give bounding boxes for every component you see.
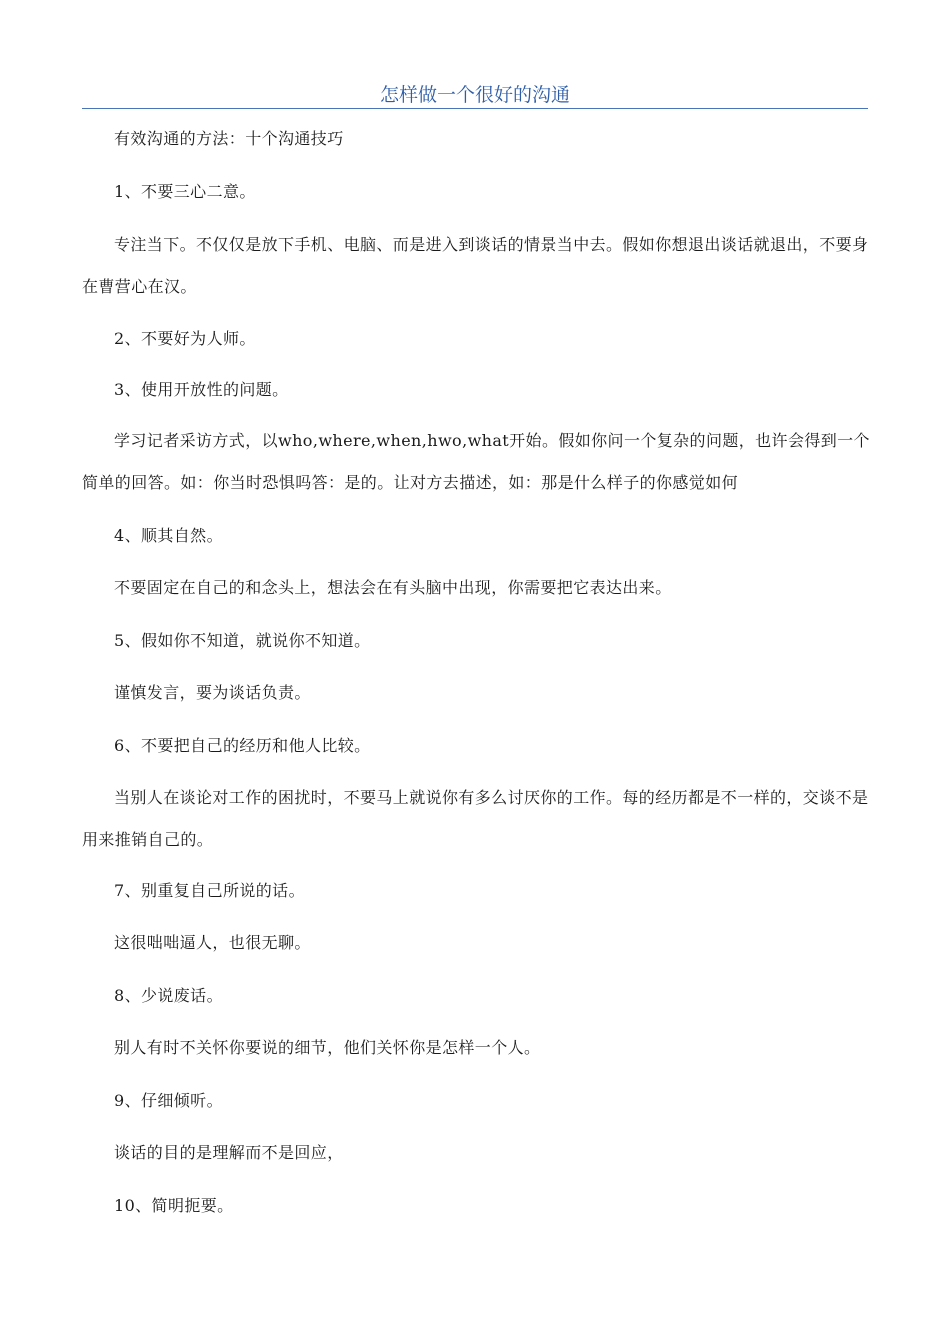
list-heading: 8、少说废话。	[114, 986, 223, 1005]
paragraph: 这很咄咄逼人，也很无聊。	[114, 933, 311, 952]
list-heading: 7、别重复自己所说的话。	[114, 881, 305, 900]
document-title: 怎样做一个很好的沟通	[379, 84, 570, 106]
paragraph: 谈话的目的是理解而不是回应，	[114, 1143, 344, 1162]
paragraph: 专注当下。不仅仅是放下手机、电脑、而是进入到谈话的情景当中去。假如你想退出谈话就退出，不要身在曹营心在汉。	[82, 235, 869, 296]
paragraph: 学习记者采访方式，以who,where,when,hwo,what开始。假如你问一个复杂的问题，也许会得到一个简单的回答。如：你当时恐惧吗答：是的。让对方去描述，如：那是什么样子的你感觉如何	[82, 431, 870, 492]
list-heading: 9、仔细倾听。	[114, 1091, 223, 1110]
paragraph: 不要固定在自己的和念头上，想法会在有头脑中出现，你需要把它表达出来。	[114, 578, 672, 597]
paragraph: 别人有时不关怀你要说的细节，他们关怀你是怎样一个人。	[114, 1038, 541, 1057]
paragraph: 有效沟通的方法：十个沟通技巧	[114, 129, 344, 148]
list-heading: 4、顺其自然。	[114, 526, 223, 545]
paragraph: 谨慎发言，要为谈话负责。	[114, 683, 311, 702]
list-heading: 10、简明扼要。	[114, 1196, 234, 1215]
list-heading: 3、使用开放性的问题。	[114, 380, 289, 399]
title-underline	[82, 108, 868, 109]
paragraph: 当别人在谈论对工作的困扰时，不要马上就说你有多么讨厌你的工作。每的经历都是不一样的，交谈不是用来推销自己的。	[82, 788, 869, 849]
list-heading: 5、假如你不知道，就说你不知道。	[114, 631, 371, 650]
list-heading: 1、不要三心二意。	[114, 182, 256, 201]
list-heading: 2、不要好为人师。	[114, 329, 256, 348]
list-heading: 6、不要把自己的经历和他人比较。	[114, 736, 371, 755]
